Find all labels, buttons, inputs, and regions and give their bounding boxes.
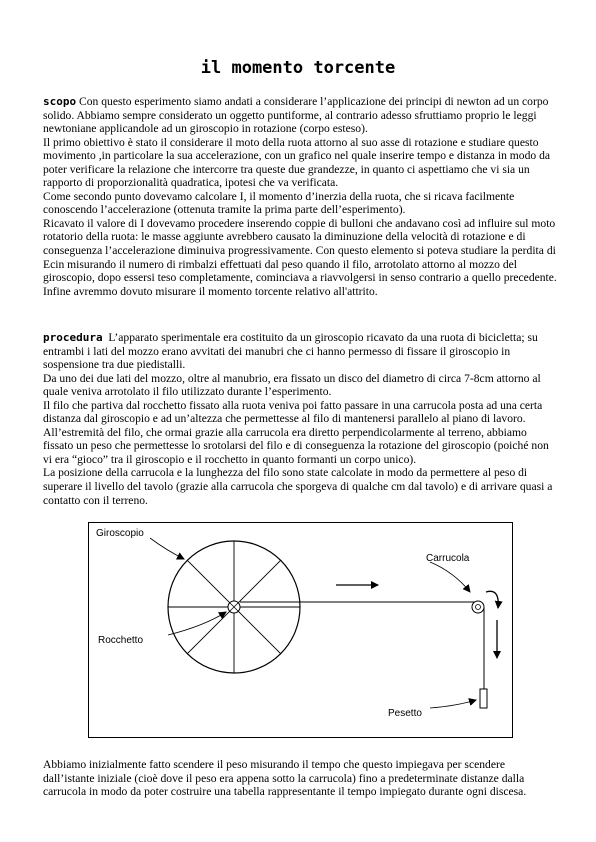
rotation-arrow — [486, 591, 498, 608]
procedura-paragraph: La posizione della carrucola e la lunghezza del filo sono state calcolate in modo da permettere al peso di superare il livello del tavolo (grazie alla carrucola che sporgeva di qualche cm dal tavolo) e di arrivare quasi a contatto con il terreno. — [43, 466, 553, 507]
giroscopio-leader — [150, 538, 184, 559]
scopo-paragraph: Il primo obiettivo è stato il considerare il moto della ruota attorno al suo asse di rotazione e studiare questo movimento ,in particolare la sua accelerazione, con un grafico nel quale inserire tempo e distanza in modo da poter verificare la relazione che intercorre tra queste due grandezze, in quanto ci aspettiamo che vi sia un rapporto di proporzionalità quadratica, ipotesi che va verificata. — [43, 135, 551, 190]
procedura-intro — [43, 331, 559, 372]
page-title: il momento torcente — [200, 58, 396, 78]
procedura-section — [43, 331, 559, 507]
spool-hub — [228, 601, 240, 613]
scopo-paragraph: Infine avremmo dovuto misurare il momento torcente relativo all'attrito. — [43, 284, 378, 298]
scopo-section — [43, 95, 559, 298]
procedura-paragraph: Il filo che partiva dal rocchetto fissato alla ruota veniva poi fatto passare in una carrucola posta ad una certa distanza dal giroscopio e ad un’altezza che permettesse al filo di mantenersi parallelo al piano di lavoro. All’estremità del filo, che ormai grazie alla carrucola era diretto perpendicolarmente al terreno, abbiamo fissato un peso che permettesse lo srotolarsi del filo e di conseguenza la rotazione del giroscopio (poiché non vi era “gioco” tra il giroscopio e il rocchetto in quanto formanti un corpo unico). — [43, 398, 549, 466]
scopo-paragraph: Ricavato il valore di I dovevamo procedere inserendo coppie di bulloni che andavano così ad influire sul moto rotatorio della ruota: le masse aggiunte avrebbero causato la diminuzione della velocità di rotazione e di conseguenza l’accelerazione diminuiva progressivamente. Con questo elemento si poteva studiare la perdita di Ecin misurando il numero di rimbalzi effettuati dal peso quando il filo, arrotolato attorno al mozzo del giroscopio, dopo essersi teso completamente, cominciava a riavvolgersi in senso contrario a quello precedente. — [43, 216, 557, 285]
scopo-intro — [43, 95, 559, 136]
scopo-keyword: scopo — [43, 95, 77, 108]
label-giroscopio: Giroscopio — [96, 528, 144, 539]
procedura-intro-text: L’apparato sperimentale era costituito da un giroscopio ricavato da una ruota di bicicletta; su entrambi i lati del mozzo erano avvitati dei manubri che ci hanno permesso di fissare il giroscopio in sospensione tra due piedistalli. — [43, 331, 538, 372]
closing-paragraph: Abbiamo inizialmente fatto scendere il peso misurando il tempo che questo impiegava per scendere dall’istante iniziale (cioè dove il peso era appena sotto la carrucola) fino a predeterminate distanze dalla carrucola in modo da poter costruire una tabella rappresentante il tempo impiegato durante ogni discesa. — [43, 758, 527, 799]
scopo-intro-text: Con questo esperimento siamo andati a considerare l’applicazione dei principi di newton ad un corpo solido. Abbiamo sempre considerato un oggetto puntiforme, al contrario adesso sfruttiamo proprio le leggi newtoniane applicandole ad un giroscopio in rotazione (corpo esteso). — [43, 95, 549, 136]
pesetto-leader — [430, 700, 476, 708]
weight — [480, 689, 487, 708]
scopo-paragraph: Come secondo punto dovevamo calcolare I, il momento d’inerzia della ruota, che si ricava facilmente conoscendo l’accelerazione (ottenuta tramite la prima parte dell’esperimento). — [43, 189, 515, 217]
closing-section — [43, 758, 559, 799]
procedura-keyword: procedura — [43, 331, 103, 344]
label-carrucola: Carrucola — [426, 553, 470, 564]
label-pesetto: Pesetto — [388, 708, 422, 719]
carrucola-leader — [430, 562, 470, 592]
apparatus-diagram — [88, 522, 513, 738]
label-rocchetto: Rocchetto — [98, 635, 144, 646]
apparatus-diagram-svg — [88, 522, 513, 738]
procedura-paragraph: Da uno dei due lati del mozzo, oltre al manubrio, era fissato un disco del diametro di circa 7-8cm attorno al quale veniva arrotolato il filo utilizzato durante l’esperimento. — [43, 371, 541, 399]
pulley — [472, 601, 484, 613]
